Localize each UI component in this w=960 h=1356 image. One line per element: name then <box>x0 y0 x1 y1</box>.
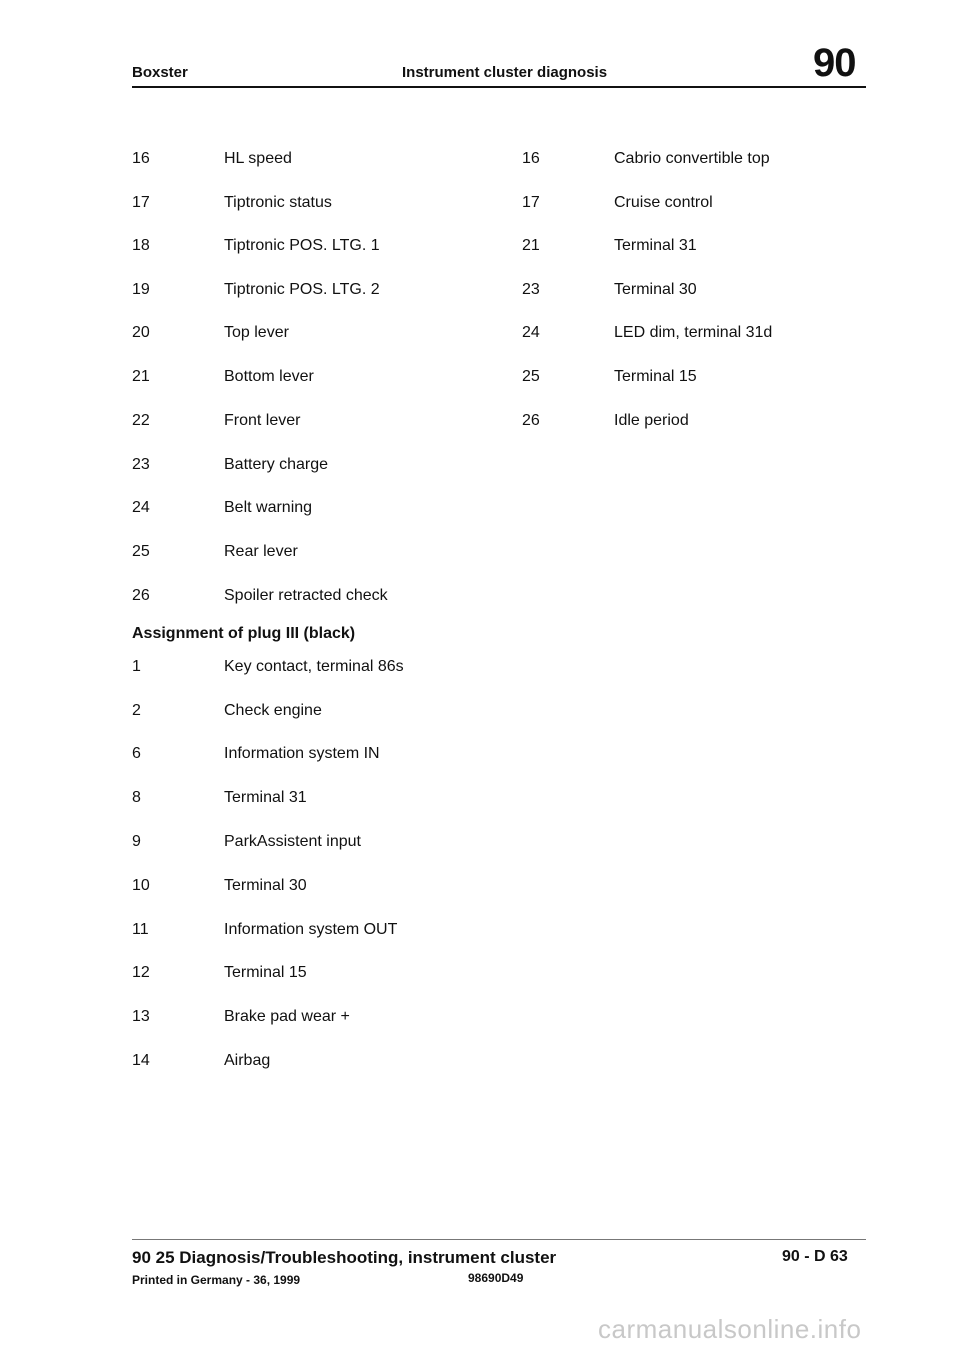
pin-number: 22 <box>132 412 150 429</box>
pin-number: 24 <box>522 324 540 341</box>
pin-number: 16 <box>132 150 150 167</box>
pin-label: Bottom lever <box>224 368 314 385</box>
pin-label: Tiptronic POS. LTG. 2 <box>224 281 380 298</box>
pin-label: Terminal 15 <box>224 964 307 981</box>
pin-number: 11 <box>132 921 149 938</box>
pin-number: 17 <box>522 194 540 211</box>
pin-number: 9 <box>132 833 141 850</box>
pin-label: ParkAssistent input <box>224 833 361 850</box>
pin-number: 16 <box>522 150 540 167</box>
header-model: Boxster <box>132 64 188 81</box>
pin-label: Terminal 31 <box>224 789 307 806</box>
pin-label: Terminal 30 <box>614 281 697 298</box>
page-number: 90 - D 63 <box>782 1248 848 1265</box>
pin-number: 10 <box>132 877 150 894</box>
pin-number: 26 <box>522 412 540 429</box>
pin-label: Information system IN <box>224 745 380 762</box>
watermark: carmanualsonline.info <box>598 1314 862 1344</box>
pin-label: Brake pad wear + <box>224 1008 350 1025</box>
pin-number: 20 <box>132 324 150 341</box>
header-section-title: Instrument cluster diagnosis <box>402 64 608 81</box>
document-code: 98690D49 <box>468 1271 524 1285</box>
pin-label: Terminal 31 <box>614 237 697 254</box>
pin-label: Airbag <box>224 1052 271 1069</box>
pin-number: 24 <box>132 499 150 516</box>
pin-label: Terminal 30 <box>224 877 307 894</box>
print-info: Printed in Germany - 36, 1999 <box>132 1273 301 1287</box>
pin-number: 2 <box>132 702 141 719</box>
section-heading-plug-3: Assignment of plug III (black) <box>132 625 356 642</box>
pin-label: Cabrio convertible top <box>614 150 770 167</box>
pin-number: 8 <box>132 789 141 806</box>
pin-number: 23 <box>522 281 540 298</box>
pin-number: 13 <box>132 1008 150 1025</box>
pin-number: 19 <box>132 281 150 298</box>
pin-number: 14 <box>132 1052 150 1069</box>
pin-label: HL speed <box>224 150 292 167</box>
pin-label: Idle period <box>614 412 689 429</box>
pin-label: Tiptronic status <box>224 194 332 211</box>
pin-number: 1 <box>132 658 141 675</box>
pin-label: LED dim, terminal 31d <box>614 324 773 341</box>
pin-label: Key contact, terminal 86s <box>224 658 404 675</box>
pin-label: Tiptronic POS. LTG. 1 <box>224 237 380 254</box>
pin-label: Spoiler retracted check <box>224 587 388 604</box>
pin-label: Information system OUT <box>224 921 398 938</box>
pin-label: Battery charge <box>224 456 329 473</box>
pin-number: 21 <box>522 237 540 254</box>
pin-number: 17 <box>132 194 150 211</box>
pin-label: Front lever <box>224 412 301 429</box>
pin-label: Terminal 15 <box>614 368 697 385</box>
pin-number: 26 <box>132 587 150 604</box>
header-group-number: 90 <box>813 41 856 85</box>
footer-title: 90 25 Diagnosis/Troubleshooting, instrument cluster <box>132 1248 557 1267</box>
pin-number: 23 <box>132 456 150 473</box>
pin-number: 21 <box>132 368 150 385</box>
pin-label: Check engine <box>224 702 322 719</box>
pin-label: Rear lever <box>224 543 298 560</box>
footer-rule <box>132 1239 866 1240</box>
pin-number: 6 <box>132 745 141 762</box>
header-rule <box>132 86 866 88</box>
pin-number: 25 <box>522 368 540 385</box>
pin-label: Cruise control <box>614 194 713 211</box>
pin-number: 12 <box>132 964 150 981</box>
pin-number: 25 <box>132 543 150 560</box>
pin-label: Belt warning <box>224 499 313 516</box>
pin-number: 18 <box>132 237 150 254</box>
pin-label: Top lever <box>224 324 289 341</box>
